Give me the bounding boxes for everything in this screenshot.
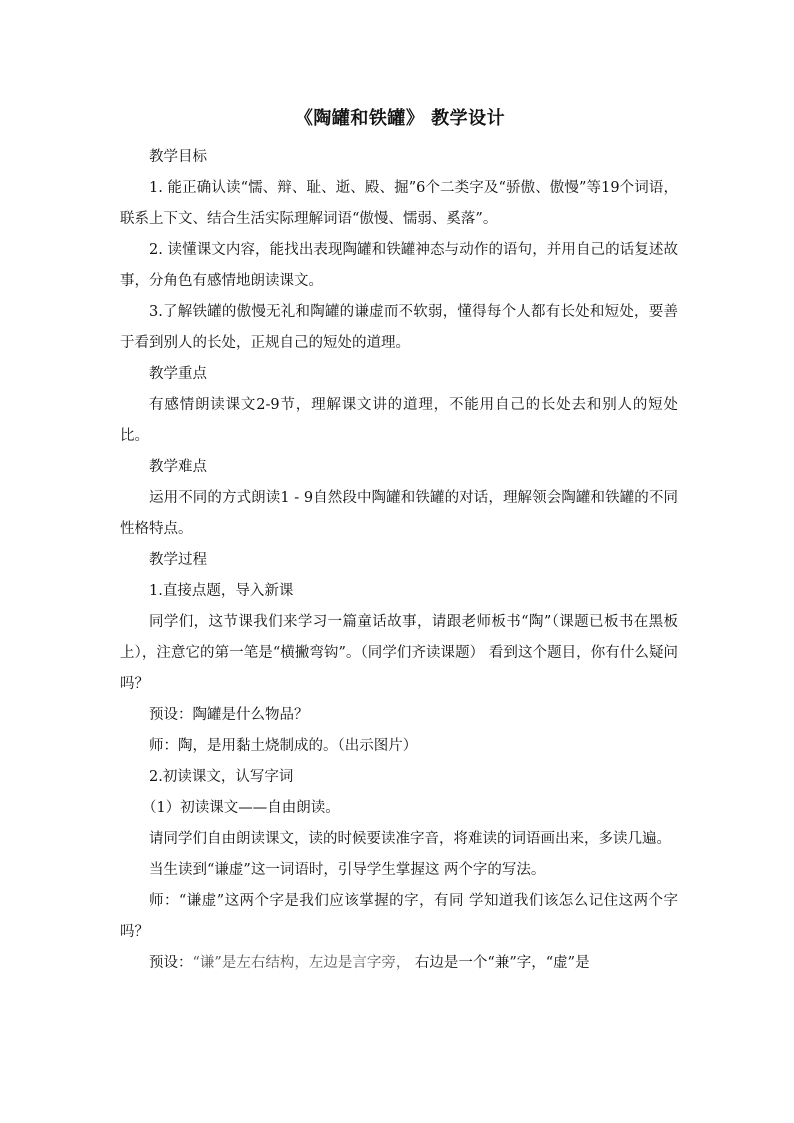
document-title: 《陶罐和铁罐》 教学设计	[294, 108, 506, 129]
last-suffix: 右边是一个“兼”字，“虚”是	[410, 955, 590, 971]
section-heading-process: 教学过程	[149, 552, 207, 568]
paragraph: 有感情朗读课文2-9节，理解课文讲的道理，不能用自己的长处去和别人的短处比。	[120, 397, 678, 444]
paragraph: 1. 能正确认读“懦、辩、耻、逝、殿、掘”6个二类字及“骄傲、傲慢”等19个词语，联系上下文、结合生活实际理解词语“傲慢、懦弱、奚落”。	[120, 180, 678, 227]
paragraph: 运用不同的方式朗读1 - 9自然段中陶罐和铁罐的对话，理解领会陶罐和铁罐的不同性格特点。	[120, 490, 678, 537]
section-heading-difficulties: 教学难点	[149, 459, 207, 475]
paragraph: 同学们，这节课我们来学习一篇童话故事，请跟老师板书“陶”（课题已板书在黑板上），注意它的第一笔是“横撇弯钩”。（同学们齐读课题） 看到这个题目，你有什么疑问吗？	[120, 614, 678, 692]
paragraph: 请同学们自由朗读课文，读的时候要读准字音，将难读的词语画出来，多读几遍。	[149, 831, 671, 847]
paragraph: 3.了解铁罐的傲慢无礼和陶罐的谦虚而不软弱，懂得每个人都有长处和短处，要善于看到别人的长处，正规自己的短处的道理。	[120, 304, 678, 351]
paragraph: 2.初读课文，认写字词	[149, 769, 294, 785]
section-heading-objectives: 教学目标	[149, 149, 207, 165]
paragraph: 预设：陶罐是什么物品？	[149, 707, 309, 723]
document-body	[120, 142, 678, 979]
last-prefix: 预设：	[149, 955, 193, 971]
paragraph: 当生读到“谦虚”这一词语时，引导学生掌握这 两个字的写法。	[149, 862, 546, 878]
paragraph: 师：“谦虚”这两个字是我们应该掌握的字，有同 学知道我们该怎么记住这两个字吗？	[120, 893, 678, 940]
paragraph-last	[120, 948, 678, 979]
section-heading-key-points: 教学重点	[149, 366, 207, 382]
paragraph: 师：陶，是用黏土烧制成的。（出示图片）	[149, 738, 418, 754]
paragraph: 2. 读懂课文内容，能找出表现陶罐和铁罐神态与动作的语句，并用自己的话复述故事，分角色有感情地朗读课文。	[120, 242, 678, 289]
paragraph: （1）初读课文——自由朗读。	[142, 800, 340, 816]
last-gray-text: “谦”是左右结构，左边是言字旁，	[192, 955, 411, 971]
paragraph: 1.直接点题，导入新课	[149, 583, 294, 599]
